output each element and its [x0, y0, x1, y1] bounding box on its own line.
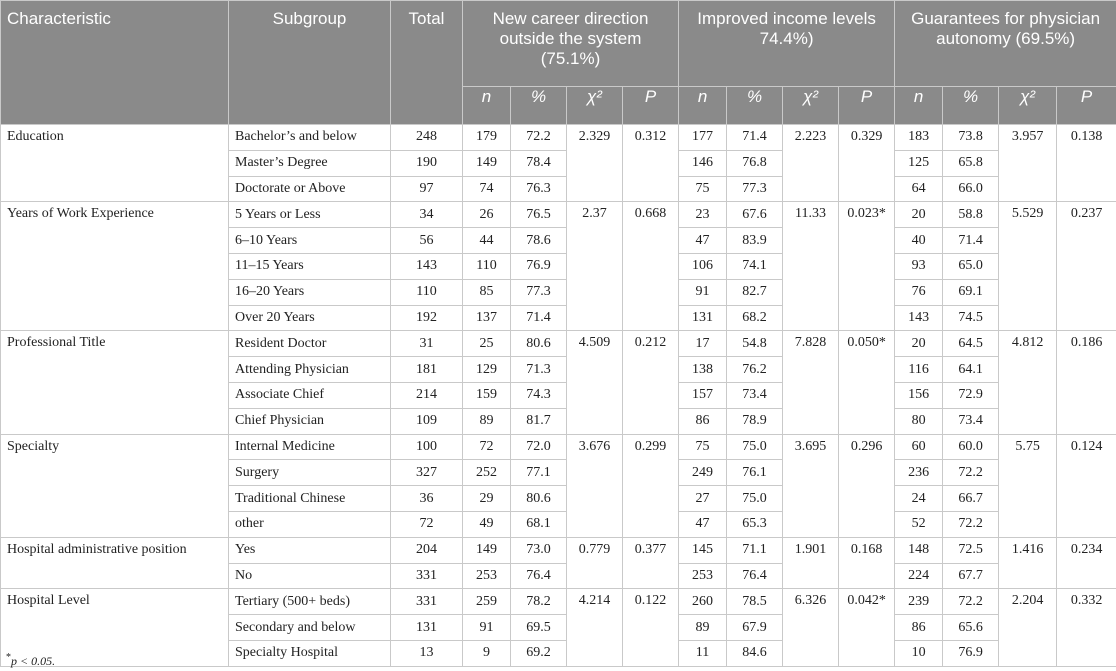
characteristic-cell: Professional Title	[1, 331, 229, 434]
percent-cell: 75.0	[727, 486, 783, 512]
n-cell: 177	[679, 125, 727, 151]
n-cell: 9	[463, 640, 511, 666]
chi2-cell: 2.204	[999, 589, 1057, 666]
n-cell: 89	[679, 615, 727, 641]
subgroup-cell: Chief Physician	[229, 408, 391, 434]
percent-cell: 66.7	[943, 486, 999, 512]
percent-cell: 76.4	[727, 563, 783, 589]
chi2-cell: 2.329	[567, 125, 623, 202]
total-cell: 192	[391, 305, 463, 331]
percent-cell: 77.3	[511, 279, 567, 305]
percent-cell: 77.3	[727, 176, 783, 202]
subgroup-cell: Tertiary (500+ beds)	[229, 589, 391, 615]
subheader-n: n	[679, 87, 727, 125]
percent-cell: 76.3	[511, 176, 567, 202]
chi2-cell: 4.214	[567, 589, 623, 666]
subgroup-cell: 11–15 Years	[229, 253, 391, 279]
p-value-cell: 0.023*	[839, 202, 895, 331]
p-value-cell: 0.329	[839, 125, 895, 202]
percent-cell: 83.9	[727, 228, 783, 254]
chi2-cell: 6.326	[783, 589, 839, 666]
total-cell: 143	[391, 253, 463, 279]
subheader-chi2: χ²	[999, 87, 1057, 125]
subheader-percent: %	[943, 87, 999, 125]
total-cell: 214	[391, 382, 463, 408]
table-row	[1, 331, 1116, 357]
n-cell: 80	[895, 408, 943, 434]
n-cell: 116	[895, 357, 943, 383]
percent-cell: 69.2	[511, 640, 567, 666]
n-cell: 183	[895, 125, 943, 151]
percent-cell: 67.6	[727, 202, 783, 228]
percent-cell: 78.2	[511, 589, 567, 615]
percent-cell: 76.9	[511, 253, 567, 279]
subgroup-cell: Resident Doctor	[229, 331, 391, 357]
n-cell: 11	[679, 640, 727, 666]
n-cell: 138	[679, 357, 727, 383]
chi2-cell: 2.37	[567, 202, 623, 331]
percent-cell: 73.4	[727, 382, 783, 408]
p-value-cell: 0.299	[623, 434, 679, 537]
percent-cell: 71.1	[727, 537, 783, 563]
percent-cell: 65.0	[943, 253, 999, 279]
percent-cell: 66.0	[943, 176, 999, 202]
table-row	[1, 202, 1116, 228]
total-cell: 110	[391, 279, 463, 305]
subgroup-cell: Doctorate or Above	[229, 176, 391, 202]
n-cell: 75	[679, 176, 727, 202]
p-value-cell: 0.186	[1057, 331, 1116, 434]
subheader-p: P	[1057, 87, 1116, 125]
subgroup-cell: other	[229, 511, 391, 537]
footnote-marker: *	[6, 652, 11, 663]
percent-cell: 81.7	[511, 408, 567, 434]
n-cell: 149	[463, 150, 511, 176]
percent-cell: 60.0	[943, 434, 999, 460]
subgroup-cell: Bachelor’s and below	[229, 125, 391, 151]
percent-cell: 72.2	[943, 589, 999, 615]
percent-cell: 71.4	[511, 305, 567, 331]
n-cell: 76	[895, 279, 943, 305]
n-cell: 143	[895, 305, 943, 331]
n-cell: 91	[463, 615, 511, 641]
characteristic-cell: Years of Work Experience	[1, 202, 229, 331]
n-cell: 74	[463, 176, 511, 202]
table-row	[1, 589, 1116, 615]
percent-cell: 78.6	[511, 228, 567, 254]
total-cell: 248	[391, 125, 463, 151]
n-cell: 52	[895, 511, 943, 537]
header-characteristic: Characteristic	[1, 1, 229, 125]
n-cell: 159	[463, 382, 511, 408]
n-cell: 25	[463, 331, 511, 357]
subgroup-cell: Associate Chief	[229, 382, 391, 408]
n-cell: 145	[679, 537, 727, 563]
p-value-cell: 0.668	[623, 202, 679, 331]
percent-cell: 72.9	[943, 382, 999, 408]
n-cell: 17	[679, 331, 727, 357]
percent-cell: 80.6	[511, 331, 567, 357]
chi2-cell: 3.676	[567, 434, 623, 537]
chi2-cell: 5.529	[999, 202, 1057, 331]
percent-cell: 65.6	[943, 615, 999, 641]
percent-cell: 74.3	[511, 382, 567, 408]
total-cell: 327	[391, 460, 463, 486]
n-cell: 260	[679, 589, 727, 615]
subgroup-cell: Surgery	[229, 460, 391, 486]
percent-cell: 76.4	[511, 563, 567, 589]
characteristic-cell: Hospital administrative position	[1, 537, 229, 589]
footnote	[6, 652, 55, 669]
total-cell: 72	[391, 511, 463, 537]
n-cell: 24	[895, 486, 943, 512]
percent-cell: 73.4	[943, 408, 999, 434]
percent-cell: 72.2	[943, 460, 999, 486]
subheader-percent: %	[511, 87, 567, 125]
percent-cell: 78.9	[727, 408, 783, 434]
p-value-cell: 0.168	[839, 537, 895, 589]
n-cell: 20	[895, 202, 943, 228]
p-value-cell: 0.296	[839, 434, 895, 537]
n-cell: 85	[463, 279, 511, 305]
n-cell: 249	[679, 460, 727, 486]
percent-cell: 69.5	[511, 615, 567, 641]
percent-cell: 68.1	[511, 511, 567, 537]
percent-cell: 72.5	[943, 537, 999, 563]
n-cell: 129	[463, 357, 511, 383]
n-cell: 23	[679, 202, 727, 228]
subgroup-cell: 5 Years or Less	[229, 202, 391, 228]
p-value-cell: 0.124	[1057, 434, 1116, 537]
percent-cell: 65.8	[943, 150, 999, 176]
p-value-cell: 0.042*	[839, 589, 895, 666]
n-cell: 106	[679, 253, 727, 279]
percent-cell: 72.2	[511, 125, 567, 151]
percent-cell: 58.8	[943, 202, 999, 228]
percent-cell: 73.0	[511, 537, 567, 563]
characteristic-cell: Specialty	[1, 434, 229, 537]
total-cell: 36	[391, 486, 463, 512]
n-cell: 47	[679, 511, 727, 537]
chi2-cell: 1.901	[783, 537, 839, 589]
chi2-cell: 4.509	[567, 331, 623, 434]
subheader-p: P	[623, 87, 679, 125]
table-header	[1, 1, 1116, 125]
p-value-cell: 0.234	[1057, 537, 1116, 589]
n-cell: 86	[895, 615, 943, 641]
n-cell: 29	[463, 486, 511, 512]
chi2-cell: 3.695	[783, 434, 839, 537]
n-cell: 156	[895, 382, 943, 408]
n-cell: 148	[895, 537, 943, 563]
percent-cell: 69.1	[943, 279, 999, 305]
percent-cell: 64.5	[943, 331, 999, 357]
n-cell: 89	[463, 408, 511, 434]
n-cell: 64	[895, 176, 943, 202]
percent-cell: 76.8	[727, 150, 783, 176]
n-cell: 91	[679, 279, 727, 305]
subgroup-cell: Attending Physician	[229, 357, 391, 383]
n-cell: 137	[463, 305, 511, 331]
n-cell: 239	[895, 589, 943, 615]
percent-cell: 78.4	[511, 150, 567, 176]
n-cell: 252	[463, 460, 511, 486]
percent-cell: 74.5	[943, 305, 999, 331]
n-cell: 44	[463, 228, 511, 254]
percent-cell: 72.2	[943, 511, 999, 537]
header-group-autonomy: Guarantees for physician autonomy (69.5%)	[895, 1, 1116, 87]
n-cell: 93	[895, 253, 943, 279]
subgroup-cell: Specialty Hospital	[229, 640, 391, 666]
n-cell: 20	[895, 331, 943, 357]
n-cell: 253	[679, 563, 727, 589]
subgroup-cell: No	[229, 563, 391, 589]
percent-cell: 80.6	[511, 486, 567, 512]
percent-cell: 65.3	[727, 511, 783, 537]
n-cell: 47	[679, 228, 727, 254]
subheader-chi2: χ²	[783, 87, 839, 125]
n-cell: 49	[463, 511, 511, 537]
table-row	[1, 125, 1116, 151]
p-value-cell: 0.138	[1057, 125, 1116, 202]
percent-cell: 73.8	[943, 125, 999, 151]
header-total: Total	[391, 1, 463, 125]
total-cell: 190	[391, 150, 463, 176]
subgroup-cell: Yes	[229, 537, 391, 563]
percent-cell: 84.6	[727, 640, 783, 666]
total-cell: 131	[391, 615, 463, 641]
header-group-career: New career direction outside the system (75.1%)	[463, 1, 679, 87]
percent-cell: 75.0	[727, 434, 783, 460]
p-value-cell: 0.050*	[839, 331, 895, 434]
n-cell: 40	[895, 228, 943, 254]
n-cell: 10	[895, 640, 943, 666]
n-cell: 253	[463, 563, 511, 589]
n-cell: 125	[895, 150, 943, 176]
p-value-cell: 0.212	[623, 331, 679, 434]
p-value-cell: 0.312	[623, 125, 679, 202]
table-body	[1, 125, 1116, 667]
n-cell: 75	[679, 434, 727, 460]
percent-cell: 67.7	[943, 563, 999, 589]
percent-cell: 78.5	[727, 589, 783, 615]
chi2-cell: 2.223	[783, 125, 839, 202]
subheader-p: P	[839, 87, 895, 125]
subgroup-cell: Traditional Chinese	[229, 486, 391, 512]
subgroup-cell: Internal Medicine	[229, 434, 391, 460]
subheader-chi2: χ²	[567, 87, 623, 125]
total-cell: 204	[391, 537, 463, 563]
percent-cell: 76.5	[511, 202, 567, 228]
subgroup-cell: 16–20 Years	[229, 279, 391, 305]
percent-cell: 77.1	[511, 460, 567, 486]
n-cell: 157	[679, 382, 727, 408]
percent-cell: 67.9	[727, 615, 783, 641]
total-cell: 56	[391, 228, 463, 254]
n-cell: 146	[679, 150, 727, 176]
chi2-cell: 0.779	[567, 537, 623, 589]
percent-cell: 68.2	[727, 305, 783, 331]
percent-cell: 82.7	[727, 279, 783, 305]
p-value-cell: 0.237	[1057, 202, 1116, 331]
subheader-n: n	[463, 87, 511, 125]
percent-cell: 64.1	[943, 357, 999, 383]
percent-cell: 71.4	[727, 125, 783, 151]
chi2-cell: 5.75	[999, 434, 1057, 537]
n-cell: 149	[463, 537, 511, 563]
p-value-cell: 0.377	[623, 537, 679, 589]
total-cell: 109	[391, 408, 463, 434]
subheader-percent: %	[727, 87, 783, 125]
chi2-cell: 1.416	[999, 537, 1057, 589]
chi2-cell: 4.812	[999, 331, 1057, 434]
n-cell: 60	[895, 434, 943, 460]
characteristic-cell: Education	[1, 125, 229, 202]
n-cell: 131	[679, 305, 727, 331]
chi2-cell: 3.957	[999, 125, 1057, 202]
n-cell: 110	[463, 253, 511, 279]
percent-cell: 71.3	[511, 357, 567, 383]
n-cell: 224	[895, 563, 943, 589]
footnote-text: p < 0.05.	[11, 654, 56, 668]
table-row	[1, 434, 1116, 460]
n-cell: 72	[463, 434, 511, 460]
percent-cell: 76.1	[727, 460, 783, 486]
subgroup-cell: 6–10 Years	[229, 228, 391, 254]
percent-cell: 54.8	[727, 331, 783, 357]
chi2-cell: 7.828	[783, 331, 839, 434]
table-row	[1, 537, 1116, 563]
total-cell: 13	[391, 640, 463, 666]
subgroup-cell: Master’s Degree	[229, 150, 391, 176]
total-cell: 331	[391, 589, 463, 615]
n-cell: 236	[895, 460, 943, 486]
total-cell: 181	[391, 357, 463, 383]
subheader-n: n	[895, 87, 943, 125]
n-cell: 27	[679, 486, 727, 512]
n-cell: 179	[463, 125, 511, 151]
n-cell: 26	[463, 202, 511, 228]
chi2-cell: 11.33	[783, 202, 839, 331]
p-value-cell: 0.332	[1057, 589, 1116, 666]
percent-cell: 76.9	[943, 640, 999, 666]
percent-cell: 76.2	[727, 357, 783, 383]
n-cell: 259	[463, 589, 511, 615]
total-cell: 100	[391, 434, 463, 460]
p-value-cell: 0.122	[623, 589, 679, 666]
total-cell: 97	[391, 176, 463, 202]
characteristic-cell: Hospital Level	[1, 589, 229, 666]
header-subgroup: Subgroup	[229, 1, 391, 125]
total-cell: 34	[391, 202, 463, 228]
percent-cell: 71.4	[943, 228, 999, 254]
n-cell: 86	[679, 408, 727, 434]
total-cell: 331	[391, 563, 463, 589]
percent-cell: 72.0	[511, 434, 567, 460]
percent-cell: 74.1	[727, 253, 783, 279]
header-group-income: Improved income levels 74.4%)	[679, 1, 895, 87]
subgroup-cell: Secondary and below	[229, 615, 391, 641]
total-cell: 31	[391, 331, 463, 357]
subgroup-cell: Over 20 Years	[229, 305, 391, 331]
